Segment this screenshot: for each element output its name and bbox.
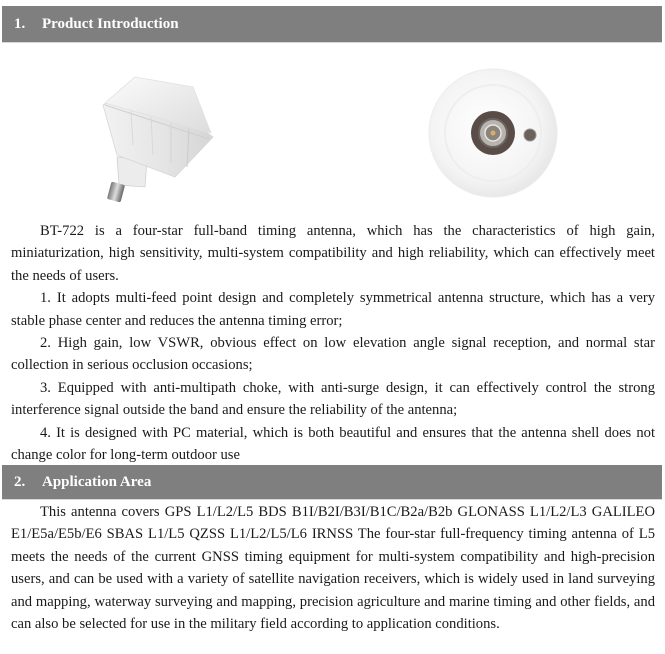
application-area-text bbox=[11, 501, 655, 635]
feature-item-2: 2. High gain, low VSWR, obvious effect on low elevation angle signal reception, and normal star collection in serious occlusion occasions; bbox=[11, 335, 655, 374]
section-title: Application Area bbox=[42, 473, 152, 490]
section-number: 1. bbox=[14, 15, 26, 32]
section-title: Product Introduction bbox=[42, 15, 179, 32]
product-introduction-text bbox=[11, 220, 655, 466]
antenna-side-view-image bbox=[95, 75, 215, 205]
intro-paragraph: BT-722 is a four-star full-band timing antenna, which has the characteristics of high gain, miniaturization, high sensitivity, multi-system compatibility and high reliability, which can effectively meet the needs of users. bbox=[11, 223, 655, 284]
feature-item-3: 3. Equipped with anti-multipath choke, with anti-surge design, it can effectively control the strong interference signal outside the band and ensure the reliability of the antenna; bbox=[11, 379, 655, 419]
section-header-application-area bbox=[2, 465, 662, 500]
antenna-bottom-view-image bbox=[427, 67, 559, 199]
section-number: 2. bbox=[14, 473, 26, 490]
product-images bbox=[0, 50, 665, 215]
section-header-product-introduction bbox=[2, 6, 662, 43]
feature-item-1: 1. It adopts multi-feed point design and completely symmetrical antenna structure, which has a very stable phase center and reduces the antenna timing error; bbox=[11, 290, 655, 329]
feature-item-4: 4. It is designed with PC material, which is both beautiful and ensures that the antenna shell does not change color for long-term outdoor use bbox=[11, 424, 655, 464]
application-paragraph: This antenna covers GPS L1/L2/L5 BDS B1I/B2I/B3I/B1C/B2a/B2b GLONASS L1/L2/L3 GALILEO E1/E5a/E5b/E6 SBAS L1/L5 QZSS L1/L2/L5/L6 IRNSS The four-star full-frequency timing antenna of L5 meets the needs of the current GNSS timing equipment for multi-system compatibility and high-precision users, and can be used with a variety of satellite navigation receivers, which is widely used in land surveying and mapping, waterway surveying and mapping, precision agriculture and marine timing and other fields, and can also be selected for use in the military field according to application conditions. bbox=[11, 504, 655, 633]
